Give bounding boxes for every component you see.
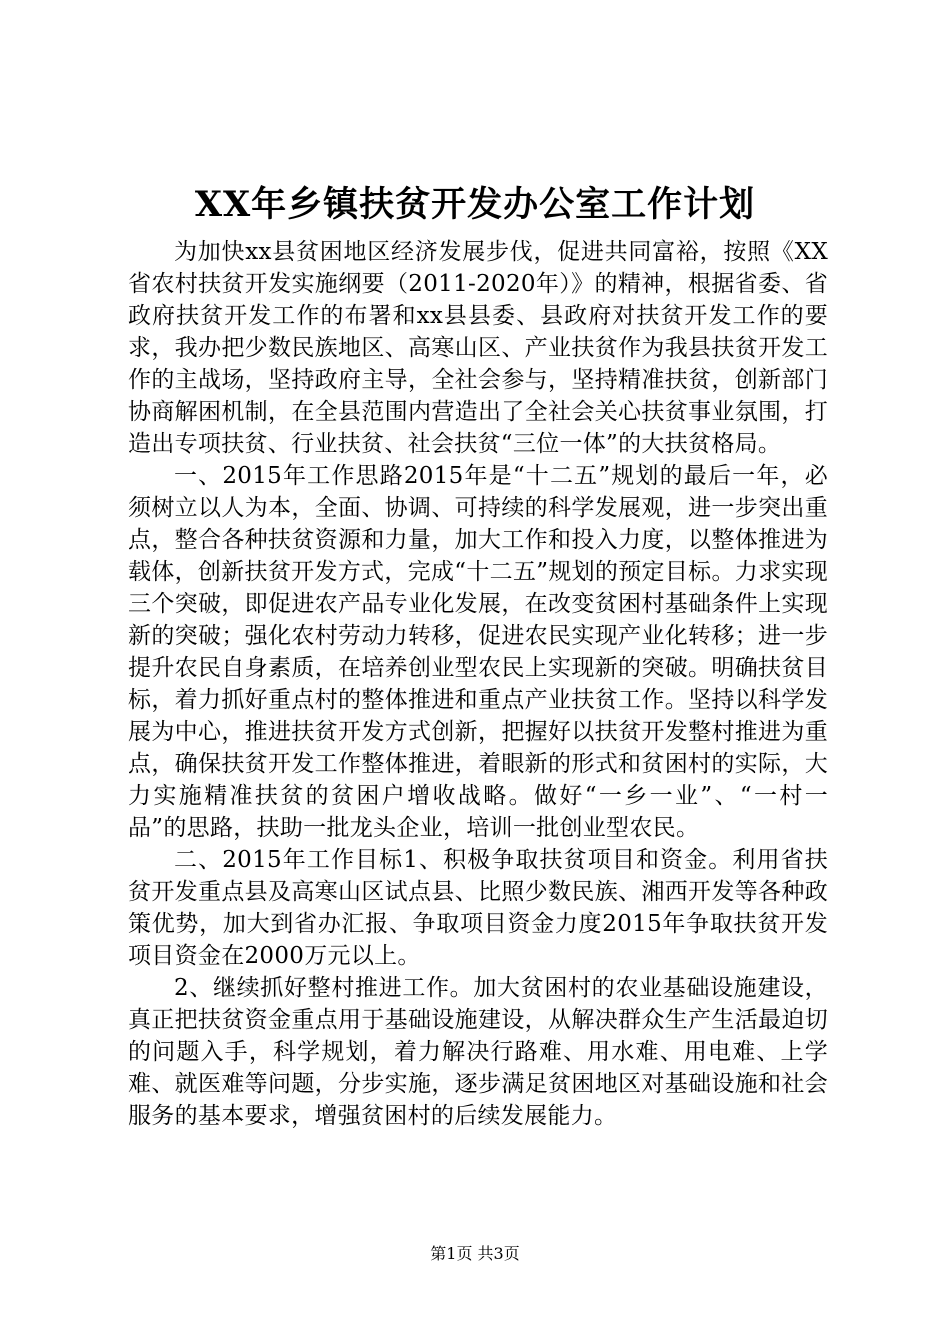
page-number-footer: 第1页 共3页 (430, 1244, 520, 1263)
document-title: XX年乡镇扶贫开发办公室工作计划 (194, 184, 756, 225)
paragraph-village-advancement: 2、继续抓好整村推进工作。加大贫困村的农业基础设施建设，真正把扶贫资金重点用于基础设施建设，从解决群众生产生活最迫切的问题入手，科学规划，着力解决行路难、用水难、用电难、上学难、就医难等问题，分步实施，逐步满足贫困地区对基础设施和社会服务的基本要求，增强贫困村的后续发展能力。 (128, 975, 828, 1129)
paragraph-work-approach: 一、2015年工作思路2015年是“十二五”规划的最后一年，必须树立以人为本，全面、协调、可持续的科学发展观，进一步突出重点，整合各种扶贫资源和力量，加大工作和投入力度，以整体推进为载体，创新扶贫开发方式，完成“十二五”规划的预定目标。力求实现三个突破，即促进农产品专业化发展，在改变贫困村基础条件上实现新的突破；强化农村劳动力转移，促进农民实现产业化转移；进一步提升农民自身素质，在培养创业型农民上实现新的突破。明确扶贫目标，着力抓好重点村的整体推进和重点产业扶贫工作。坚持以科学发展为中心，推进扶贫开发方式创新，把握好以扶贫开发整村推进为重点，确保扶贫开发工作整体推进，着眼新的形式和贫困村的实际，大力实施精准扶贫的贫困户增收战略。做好“一乡一业”、“一村一品”的思路，扶助一批龙头企业，培训一批创业型农民。 (128, 463, 828, 841)
document-body (128, 236, 828, 1132)
paragraph-intro: 为加快xx县贫困地区经济发展步伐，促进共同富裕，按照《XX省农村扶贫开发实施纲要（2011-2020年）》的精神，根据省委、省政府扶贫开发工作的布署和xx县县委、县政府对扶贫开发工作的要求，我办把少数民族地区、高寒山区、产业扶贫作为我县扶贫开发工作的主战场，坚持政府主导，全社会参与，坚持精准扶贫，创新部门协商解困机制，在全县范围内营造出了全社会关心扶贫事业氛围，打造出专项扶贫、行业扶贫、社会扶贫“三位一体”的大扶贫格局。 (128, 239, 828, 457)
paragraph-work-goals: 二、2015年工作目标1、积极争取扶贫项目和资金。利用省扶贫开发重点县及高寒山区试点县、比照少数民族、湘西开发等各种政策优势，加大到省办汇报、争取项目资金力度2015年争取扶贫开发项目资金在2000万元以上。 (128, 847, 828, 969)
